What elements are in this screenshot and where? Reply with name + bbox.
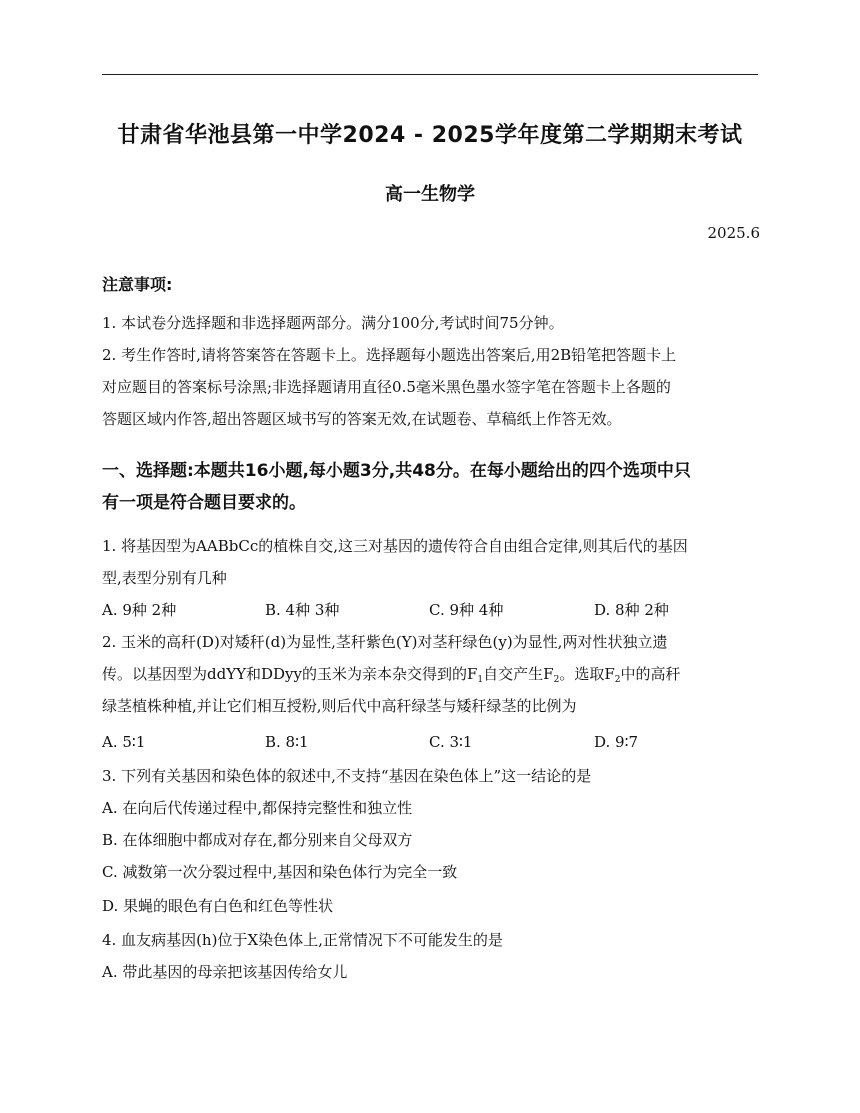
q1-stem-line-2: 型,表型分别有几种 [102, 569, 227, 587]
q2-line2-part-c: 。选取F [559, 665, 615, 683]
q2-line2-part-a: 传。以基因型为ddYY和DDyy的玉米为亲本杂交得到的F [102, 665, 478, 683]
q2-line2-part-d: 中的高秆 [620, 665, 681, 683]
q1-option-b: B. 4种 3种 [265, 601, 340, 619]
q3-option-d: D. 果蝇的眼色有白色和红色等性状 [102, 897, 334, 915]
q3-option-a: A. 在向后代传递过程中,都保持完整性和独立性 [102, 799, 413, 817]
top-rule [102, 74, 758, 75]
notice-item-1: 1. 本试卷分选择题和非选择题两部分。满分100分,考试时间75分钟。 [102, 314, 564, 332]
q3-stem: 3. 下列有关基因和染色体的叙述中,不支持“基因在染色体上”这一结论的是 [102, 767, 592, 785]
q2-stem-line-2 [102, 664, 762, 684]
q2-option-b: B. 8∶1 [265, 733, 309, 751]
notice-item-2-line-2: 对应题目的答案标号涂黑;非选择题请用直径0.5毫米黑色墨水签字笔在答题卡上各题的 [102, 378, 671, 396]
q2-stem-line-3: 绿茎植株种植,并让它们相互授粉,则后代中高秆绿茎与矮秆绿茎的比例为 [102, 697, 577, 715]
q1-option-c: C. 9种 4种 [429, 601, 504, 619]
subscript-1: 1 [477, 675, 484, 685]
exam-title: 甘肃省华池县第一中学2024 - 2025学年度第二学期期末考试 [117, 123, 743, 148]
notice-item-2-line-1: 2. 考生作答时,请将答案答在答题卡上。选择题每小题选出答案后,用2B铅笔把答题卡上 [102, 346, 677, 364]
q4-option-a: A. 带此基因的母亲把该基因传给女儿 [102, 963, 348, 981]
section-1-heading-line-1: 一、选择题:本题共16小题,每小题3分,共48分。在每小题给出的四个选项中只 [102, 461, 691, 481]
q1-option-d: D. 8种 2种 [594, 601, 669, 619]
subscript-3: 2 [614, 675, 621, 685]
notice-item-2-line-3: 答题区域内作答,超出答题区域书写的答案无效,在试题卷、草稿纸上作答无效。 [102, 410, 622, 428]
subscript-2: 2 [553, 675, 560, 685]
q2-option-a: A. 5∶1 [102, 733, 146, 751]
q2-line2-part-b: 自交产生F [483, 665, 554, 683]
q1-stem-line-1: 1. 将基因型为AABbCc的植株自交,这三对基因的遗传符合自由组合定律,则其后代的基因 [102, 537, 688, 555]
exam-subject: 高一生物学 [385, 184, 475, 205]
q2-stem-line-1: 2. 玉米的高秆(D)对矮秆(d)为显性,茎秆紫色(Y)对茎秆绿色(y)为显性,两对性状独立遗 [102, 633, 668, 651]
q2-option-d: D. 9∶7 [594, 733, 639, 751]
q1-option-a: A. 9种 2种 [102, 601, 177, 619]
q4-stem: 4. 血友病基因(h)位于X染色体上,正常情况下不可能发生的是 [102, 931, 503, 949]
q3-option-b: B. 在体细胞中都成对存在,都分别来自父母双方 [102, 831, 413, 849]
q2-option-c: C. 3∶1 [429, 733, 473, 751]
notice-heading: 注意事项: [102, 275, 173, 294]
section-1-heading-line-2: 有一项是符合题目要求的。 [102, 493, 306, 513]
exam-date: 2025.6 [707, 224, 760, 242]
q3-option-c: C. 减数第一次分裂过程中,基因和染色体行为完全一致 [102, 863, 458, 881]
